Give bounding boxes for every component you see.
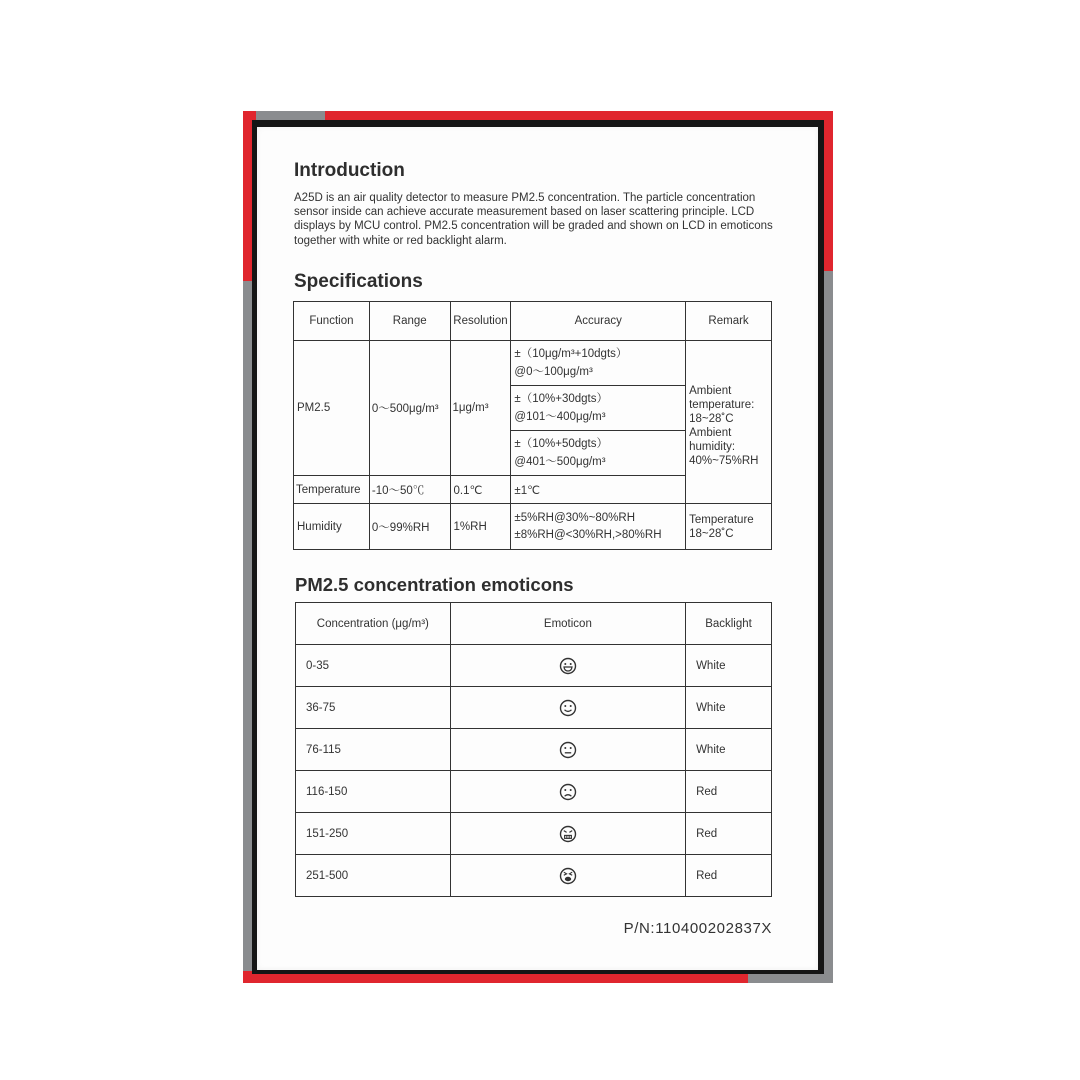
introduction-text: A25D is an air quality detector to measure PM2.5 concentration. The particle concentration sensor inside can achieve accurate measurement based on laser scattering principle. LCD displays by MCU control. PM2.5 concentration will be graded and shown on LCD in emoticons together with white or red backlight alarm.	[294, 192, 773, 247]
accuracy-line: ±8%RH@<30%RH,>80%RH	[514, 528, 662, 541]
spec-temperature-accuracy: ±1℃	[511, 476, 686, 504]
spec-humidity-range: 0～99%RH	[369, 504, 450, 550]
emo-emoticon-cell	[450, 771, 685, 813]
spec-row-pm25	[294, 341, 772, 386]
remark-line: humidity:	[689, 441, 736, 453]
spec-humidity-function: Humidity	[294, 504, 370, 550]
emo-backlight: White	[686, 645, 772, 687]
emoticons-table	[295, 602, 772, 897]
emo-row	[296, 855, 772, 897]
emo-backlight: Red	[686, 855, 772, 897]
emo-row	[296, 771, 772, 813]
neutral-face-icon	[559, 741, 577, 759]
emo-emoticon-cell	[450, 645, 685, 687]
spec-pm25-function: PM2.5	[294, 341, 370, 476]
screaming-face-icon	[559, 867, 577, 885]
spec-pm25-accuracy-1	[511, 341, 686, 386]
accuracy-line: ±（10μg/m³+10dgts）	[514, 348, 628, 360]
smiling-face-icon	[559, 699, 577, 717]
specifications-title: Specifications	[294, 271, 423, 292]
emo-concentration: 76-115	[296, 729, 451, 771]
manual-sheet	[257, 127, 818, 970]
spec-row-humidity	[294, 504, 772, 550]
spec-humidity-accuracy	[511, 504, 686, 550]
remark-line: temperature:	[689, 399, 755, 411]
specifications-table	[293, 301, 772, 550]
emo-header-backlight: Backlight	[686, 603, 772, 645]
remark-line: Temperature	[689, 513, 754, 526]
spec-pm25-accuracy-2	[511, 386, 686, 431]
spec-pm25-resolution: 1μg/m³	[450, 341, 511, 476]
emo-row	[296, 687, 772, 729]
emo-header-row	[296, 603, 772, 645]
emo-emoticon-cell	[450, 813, 685, 855]
spec-temperature-function: Temperature	[294, 476, 370, 504]
spec-temperature-resolution: 0.1℃	[450, 476, 511, 504]
emoticons-title: PM2.5 concentration emoticons	[295, 574, 574, 595]
spec-header-row	[294, 302, 772, 341]
spec-header-accuracy: Accuracy	[511, 302, 686, 341]
spec-temperature-range: -10～50℃	[369, 476, 450, 504]
spec-humidity-remark	[686, 504, 772, 550]
emo-emoticon-cell	[450, 855, 685, 897]
remark-line: 40%~75%RH	[689, 455, 759, 467]
emo-backlight: White	[686, 729, 772, 771]
emo-row	[296, 813, 772, 855]
emo-concentration: 0-35	[296, 645, 451, 687]
accuracy-line: ±（10%+50dgts）	[514, 438, 608, 450]
spec-pm25-remark	[686, 341, 772, 504]
grinning-face-icon	[559, 657, 577, 675]
spec-header-range: Range	[369, 302, 450, 341]
spec-header-function: Function	[294, 302, 370, 341]
frowning-face-icon	[559, 783, 577, 801]
accuracy-range: @0～100μg/m³	[514, 366, 593, 378]
emo-concentration: 251-500	[296, 855, 451, 897]
emo-header-concentration: Concentration (μg/m³)	[296, 603, 451, 645]
emo-concentration: 151-250	[296, 813, 451, 855]
accuracy-range: @101～400μg/m³	[514, 411, 606, 423]
part-number: P/N:110400202837X	[623, 920, 772, 937]
emo-emoticon-cell	[450, 729, 685, 771]
accuracy-range: @401～500μg/m³	[514, 456, 606, 468]
emo-header-emoticon: Emoticon	[450, 603, 685, 645]
emo-row	[296, 729, 772, 771]
emo-concentration: 36-75	[296, 687, 451, 729]
remark-line: Ambient	[689, 385, 732, 397]
emo-concentration: 116-150	[296, 771, 451, 813]
accuracy-line: ±（10%+30dgts）	[514, 393, 608, 405]
spec-pm25-range: 0～500μg/m³	[369, 341, 450, 476]
spec-pm25-accuracy-3	[511, 431, 686, 476]
spec-header-resolution: Resolution	[450, 302, 511, 341]
remark-line: Ambient	[689, 427, 732, 439]
remark-line: 18~28˚C	[689, 413, 734, 425]
emo-emoticon-cell	[450, 687, 685, 729]
spec-header-remark: Remark	[686, 302, 772, 341]
introduction-title: Introduction	[294, 160, 405, 181]
accuracy-line: ±5%RH@30%~80%RH	[514, 511, 635, 524]
angry-face-icon	[559, 825, 577, 843]
emo-row	[296, 645, 772, 687]
emo-backlight: White	[686, 687, 772, 729]
remark-line: 18~28˚C	[689, 527, 734, 540]
emo-backlight: Red	[686, 771, 772, 813]
emo-backlight: Red	[686, 813, 772, 855]
spec-humidity-resolution: 1%RH	[450, 504, 511, 550]
